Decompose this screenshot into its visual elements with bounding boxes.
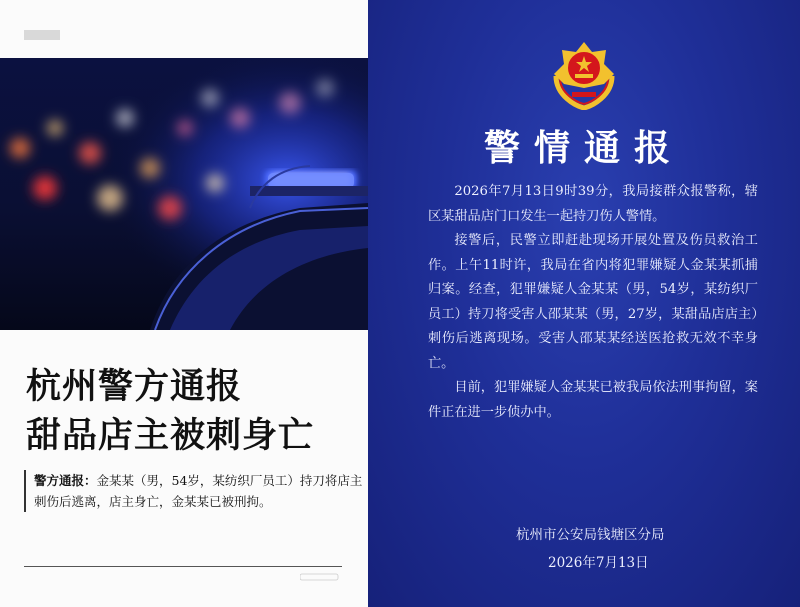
signature-date: 2026年7月13日 — [548, 555, 649, 571]
summary-block — [24, 470, 364, 512]
top-accent-bar — [24, 30, 60, 40]
headline-line-2: 甜品店主被刺身亡 — [26, 415, 315, 456]
notice-body — [428, 180, 758, 425]
headline-line-1: 杭州警方通报 — [26, 366, 243, 407]
police-notice-panel — [368, 0, 800, 607]
signature-org: 杭州市公安局钱塘区分局 — [516, 527, 665, 543]
signature-block — [368, 523, 800, 571]
headline — [26, 362, 366, 460]
summary-lead: 警方通报： — [34, 473, 97, 488]
notice-paragraph: 目前，犯罪嫌疑人金某某已被我局依法刑事拘留，案件正在进一步侦办中。 — [428, 380, 758, 420]
notice-paragraph: 接警后，民警立即赶赴现场开展处置及伤员救治工作。上午11时许，我局在省内将犯罪嫌疑人金某某抓捕归案。经查，犯罪嫌疑人金某某（男，54岁，某纺织厂员工）持刀将受害人邵某某（男，27岁，某甜品店店主）刺伤后逃离现场。受害人邵某某经送医抢救无效不幸身亡。 — [428, 233, 758, 371]
notice-paragraph: 2026年7月13日9时39分，我局接群众报警称，辖区某甜品店门口发生一起持刀伤人警情。 — [428, 184, 758, 224]
notice-title: 警情通报 — [483, 128, 684, 169]
watermark-logo-icon — [300, 572, 340, 584]
summary-text: 金某某（男，54岁，某纺织厂员工）持刀将店主刺伤后逃离，店主身亡，金某某已被刑拘。 — [34, 473, 363, 509]
news-card — [0, 0, 368, 607]
divider — [24, 566, 342, 567]
police-car-night-photo — [0, 58, 368, 330]
police-badge-icon — [548, 38, 620, 110]
